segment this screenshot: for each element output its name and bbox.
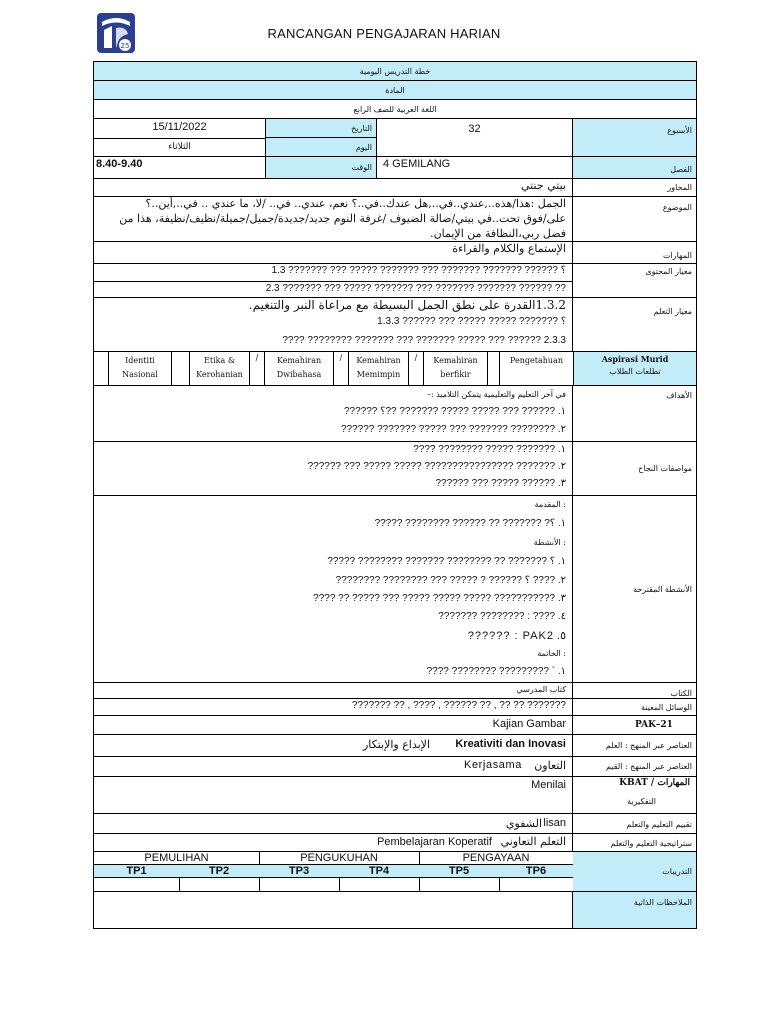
aids-row: [94, 699, 696, 716]
cross-science-row: [94, 735, 696, 757]
success-label: مواصفات النجاح: [638, 464, 692, 473]
class-label-cell: [573, 157, 696, 178]
activities-intro-head: : المقدمة: [534, 500, 566, 509]
aspirasi-items: [94, 352, 573, 385]
level-tp6: TP6: [499, 865, 573, 878]
subject-label-row: [94, 81, 696, 100]
book-row: [94, 683, 696, 699]
axis-row: [94, 179, 696, 197]
aspirasi-label-ar: تطلعات الطلاب: [609, 367, 661, 376]
date-label-cell: [266, 119, 377, 156]
pak21-value: Kajian Gambar: [492, 718, 566, 730]
success-row: [94, 442, 696, 496]
activities-closing-item: ١. ` ????????? ???????? ????: [426, 666, 566, 677]
content-standard-label: معيار المحتوى: [645, 267, 692, 276]
time-label: الوقت: [351, 163, 372, 172]
group-pemulihan: PEMULIHAN: [94, 852, 260, 865]
activity-item-5: ٥. PAK2 : ??????: [467, 630, 566, 642]
learning-standard-line-2: ؟ ??????? ????? ????? ??? ?????? 1.3.3: [377, 316, 566, 327]
aspirasi-berfikir: Kemahiran berfikir: [433, 356, 478, 379]
content-standard-line-1: ؟ ?????? ??????? ??????? ??? ??????? ????? ??? ??????? 1.3: [271, 265, 566, 276]
date-week-row: [94, 119, 696, 157]
aspirasi-mark-etika: /: [255, 353, 259, 362]
strategy-row: [94, 834, 696, 852]
success-item-3: ٣. ?????? ????? ??? ??????: [435, 478, 566, 489]
cross-science-ar: الإبداع والإبتكار: [362, 738, 430, 751]
tp6-entry[interactable]: [499, 878, 573, 891]
plan-heading-row: [94, 62, 696, 81]
kbat-value: Menilai: [531, 779, 566, 791]
activities-row: [94, 496, 696, 683]
class-value: 4 GEMILANG: [383, 158, 451, 170]
assessment-ar: الشفوي: [505, 817, 542, 830]
learning-standard-row: [94, 298, 696, 352]
book-label: الكتاب: [670, 689, 692, 698]
grading-label: التدريبات: [662, 867, 692, 876]
reflection-row: [94, 892, 696, 928]
aspirasi-identiti: Identiti Nasional: [122, 356, 158, 379]
axis-label: المحاور: [667, 183, 692, 192]
subject-value: اللغة العربية للصف الرابع: [353, 105, 437, 114]
activities-label: الأنشطة المقترحة: [633, 585, 692, 594]
strategy-ms: Pembelajaran Koperatif: [377, 836, 492, 848]
grading-row: [94, 852, 696, 892]
kbat-row: [94, 777, 696, 814]
aids-value: ??????? ?? ?? , ?? ?????? , ???? , ?? ???????: [351, 700, 566, 711]
kbat-label: KBAT / المهارات: [619, 778, 690, 788]
date-value: 15/11/2022: [152, 121, 207, 133]
date-label: التاريخ: [351, 124, 372, 133]
week-label: الأسبوع: [667, 126, 692, 135]
subject-label: المادة: [385, 86, 405, 95]
aspirasi-memimpin: Kemahiran Memimpin: [356, 356, 401, 379]
reflection-entry[interactable]: [94, 892, 573, 928]
objective-item-2: ٢. ???????? ??????? ??? ????? ??????? ??????: [340, 424, 566, 435]
topic-label: الموضوع: [662, 203, 692, 212]
level-tp4: TP4: [339, 865, 420, 878]
week-value: 32: [468, 123, 481, 135]
skills-label: المهارات: [662, 251, 692, 260]
pak21-row: [94, 716, 696, 735]
content-standard-line-2: ?? ?????? ??????? ??????? ??? ??????? ????? ??? ??????? 2.3: [265, 283, 566, 294]
pak21-label: PAK–21: [635, 720, 673, 730]
activity-item-1: ١. ؟ ??????? ?? ???????? ??????? ???????? ?????: [327, 556, 566, 567]
aspirasi-etika: Etika & Kerohanian: [196, 356, 243, 379]
day-label: اليوم: [355, 143, 372, 152]
cross-science-ms: Kreativiti dan Inovasi: [455, 738, 566, 750]
day-value: الثلاثاء: [168, 142, 191, 152]
time-value: 8.40-9.40: [96, 158, 143, 170]
logo-number: 25: [120, 42, 130, 50]
aspirasi-row: [94, 352, 696, 386]
week-value-cell: [377, 119, 573, 156]
time-label-cell: [266, 157, 377, 178]
strategy-label: ستراتيجية التعليم والتعلم: [610, 839, 692, 848]
assessment-ms: lisan: [543, 817, 566, 829]
activity-item-2: ٢. ???? ؟ ?????? ? ????? ??? ???????? ????????: [335, 575, 566, 586]
learning-standard-line-3: 2.3.3 ?????? ??? ????? ??????? ??? ??????? ???????? ????: [282, 335, 566, 346]
activities-closing-head: : الخاتمة: [537, 649, 566, 658]
kbat-label-sub: التفكيرية: [627, 797, 656, 806]
skills-row: [94, 242, 696, 264]
cross-science-label: العناصر عبر المنهج : العلم: [605, 741, 692, 750]
class-label: الفصل: [670, 165, 692, 174]
objective-item-1: ١. ?????? ??? ????? ????? ??????? ??؟ ??????: [343, 406, 566, 417]
aspirasi-dwibahasa: Kemahiran Dwibahasa: [276, 356, 322, 379]
tp3-entry[interactable]: [259, 878, 340, 891]
cross-values-ar: التعاون: [534, 759, 566, 772]
activities-intro-item: ١. ؟? ??????? ?? ?????? ???????? ?????: [374, 518, 566, 529]
aspirasi-label: Aspirasi Murid: [601, 354, 669, 364]
level-tp1: TP1: [94, 865, 180, 878]
success-item-2: ٢. ??????? ???????????????? ????? ????? ??? ??????: [307, 461, 566, 472]
activity-item-3: ٣. ??????????? ????? ????? ????? ??? ????? ?? ????: [313, 593, 566, 604]
plan-heading: خطة التدريس اليومية: [359, 67, 431, 76]
level-tp3: TP3: [259, 865, 340, 878]
time-class-row: [94, 157, 696, 179]
aspirasi-pengetahuan: Pengetahuan: [510, 356, 563, 365]
axis-value: بيتي جنتي: [521, 179, 566, 192]
level-tp5: TP5: [419, 865, 500, 878]
assessment-row: [94, 814, 696, 834]
book-value: كتاب المدرسي: [516, 685, 566, 694]
objectives-label: الأهداف: [666, 391, 692, 400]
aids-label: الوسائل المعينة: [640, 703, 692, 712]
page-title: RANCANGAN PENGAJARAN HARIAN: [267, 26, 501, 41]
tp2-entry[interactable]: [179, 878, 260, 891]
tp1-entry[interactable]: [94, 878, 180, 891]
activity-item-4: ٤. ???? : ???????? ???????: [438, 611, 566, 622]
skills-value: الإستماع والكلام والقراءة: [452, 242, 566, 255]
learning-standard-line-1: 1.3.2القدرة على نطق الجمل البسيطة مع مراعاة النبر والتنغيم.: [248, 298, 566, 312]
objectives-row: [94, 386, 696, 442]
cross-values-label: العناصر عبر المنهج : القيم: [605, 762, 692, 771]
topic-line-3: فضل ربي،النظافة من الإيمان.: [430, 227, 566, 240]
content-standard-row: [94, 264, 696, 298]
aspirasi-label-cell: [573, 352, 696, 385]
topic-line-2: على/فوق تحت..في بيتي/صالة الضيوف /غرفة النوم جديد/جديدة/جميل/جميلة/نظيف/نظيفة، هذا من: [119, 212, 566, 225]
strategy-ar: التعلم التعاوني: [500, 835, 566, 848]
topic-row: [94, 197, 696, 242]
activities-head: : الأنشطة: [533, 538, 566, 547]
topic-line-1: الجمل :هذا/هذه..,عندي..في..,هل عندك..في..؟ نعم، عندي.. في.. /لا، ما عندي .. في..,أين..؟: [145, 197, 566, 210]
objectives-intro: في آخر التعليم والتعليمية يتمكن التلاميذ :–: [426, 390, 566, 399]
success-item-1: ١. ??????? ????? ???????? ????: [413, 444, 566, 455]
tp4-entry[interactable]: [339, 878, 420, 891]
cross-values-row: [94, 757, 696, 777]
group-pengayaan: PENGAYAAN: [419, 852, 573, 865]
reflection-label: الملاحظات الذاتية: [633, 898, 692, 907]
date-cell: [94, 119, 266, 156]
learning-standard-label: معيار التعلم: [653, 307, 692, 316]
group-pengukuhan: PENGUKUHAN: [259, 852, 420, 865]
week-label-cell: [573, 119, 696, 156]
aspirasi-mark-memimpin: /: [414, 353, 418, 362]
level-tp2: TP2: [179, 865, 260, 878]
assessment-label: تقييم التعليم والتعلم: [626, 820, 692, 829]
tp5-entry[interactable]: [419, 878, 500, 891]
lesson-plan-table: [93, 61, 697, 929]
subject-value-row: [94, 100, 696, 119]
cross-values-ms: Kerjasama: [464, 759, 522, 771]
aspirasi-mark-dwibahasa: /: [339, 353, 343, 362]
